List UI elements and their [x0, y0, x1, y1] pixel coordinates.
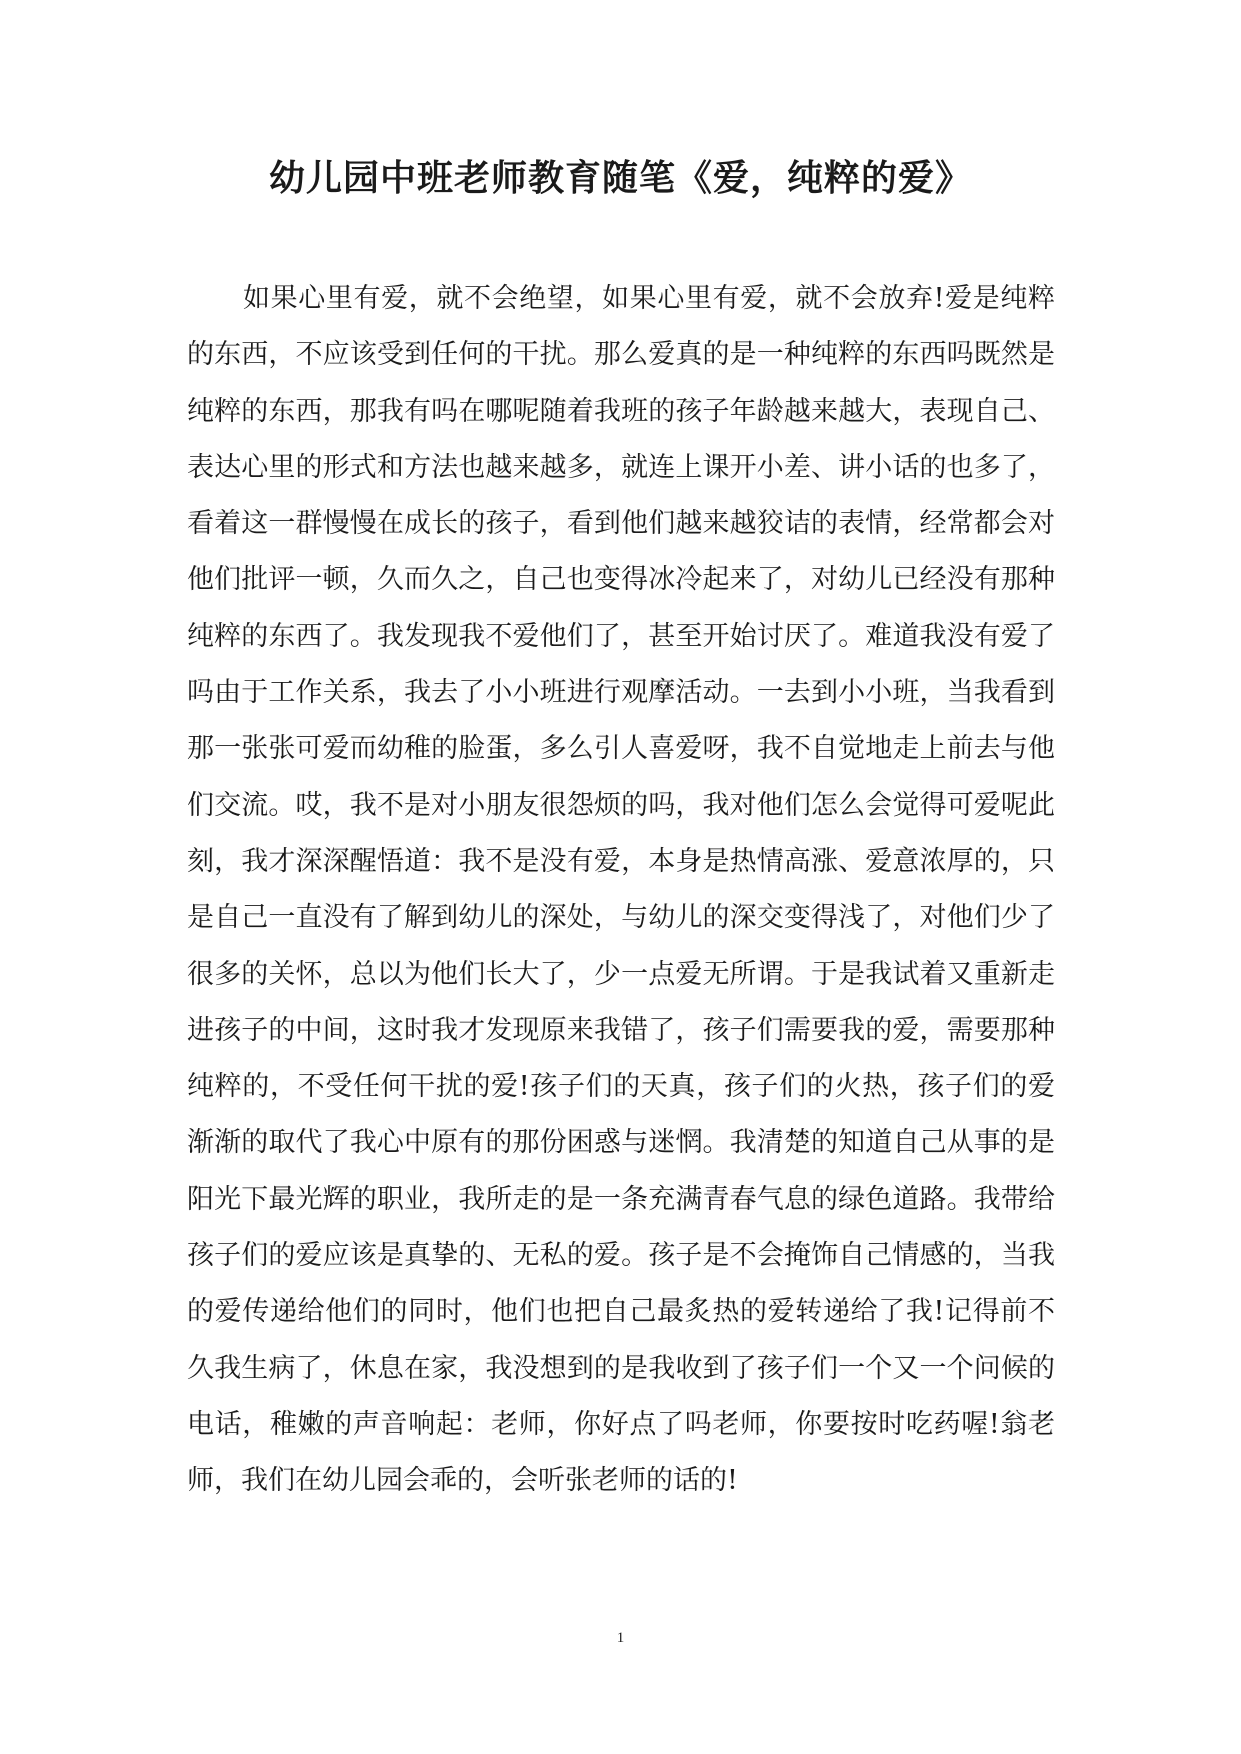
body-paragraph: 如果心里有爱，就不会绝望，如果心里有爱，就不会放弃!爱是纯粹的东西，不应该受到任何的干扰。那么爱真的是一种纯粹的东西吗既然是纯粹的东西，那我有吗在哪呢随着我班的孩子年龄越来越大，表现自己、表达心里的形式和方法也越来越多，就连上课开小差、讲小话的也多了，看着这一群慢慢在成长的孩子，看到他们越来越狡诘的表情，经常都会对他们批评一顿，久而久之，自己也变得冰冷起来了，对幼儿已经没有那种纯粹的东西了。我发现我不爱他们了，甚至开始讨厌了。难道我没有爱了吗由于工作关系，我去了小小班进行观摩活动。一去到小小班，当我看到那一张张可爱而幼稚的脸蛋，多么引人喜爱呀，我不自觉地走上前去与他们交流。哎，我不是对小朋友很怨烦的吗，我对他们怎么会觉得可爱呢此刻，我才深深醒悟道：我不是没有爱，本身是热情高涨、爱意浓厚的，只是自己一直没有了解到幼儿的深处，与幼儿的深交变得浅了，对他们少了很多的关怀，总以为他们长大了，少一点爱无所谓。于是我试着又重新走进孩子的中间，这时我才发现原来我错了，孩子们需要我的爱，需要那种纯粹的，不受任何干扰的爱!孩子们的天真，孩子们的火热，孩子们的爱渐渐的取代了我心中原有的那份困惑与迷惘。我清楚的知道自己从事的是阳光下最光辉的职业，我所走的是一条充满青春气息的绿色道路。我带给孩子们的爱应该是真挚的、无私的爱。孩子是不会掩饰自己情感的，当我的爱传递给他们的同时，他们也把自己最炙热的爱转递给了我!记得前不久我生病了，休息在家，我没想到的是我收到了孩子们一个又一个问候的电话，稚嫩的声音响起：老师，你好点了吗老师，你要按时吃药喔!翁老师，我们在幼儿园会乖的，会听张老师的话的!	[187, 283, 1055, 1497]
document-title: 幼儿园中班老师教育随笔《爱，纯粹的爱》	[268, 157, 972, 199]
page-number: 1	[616, 1630, 625, 1646]
